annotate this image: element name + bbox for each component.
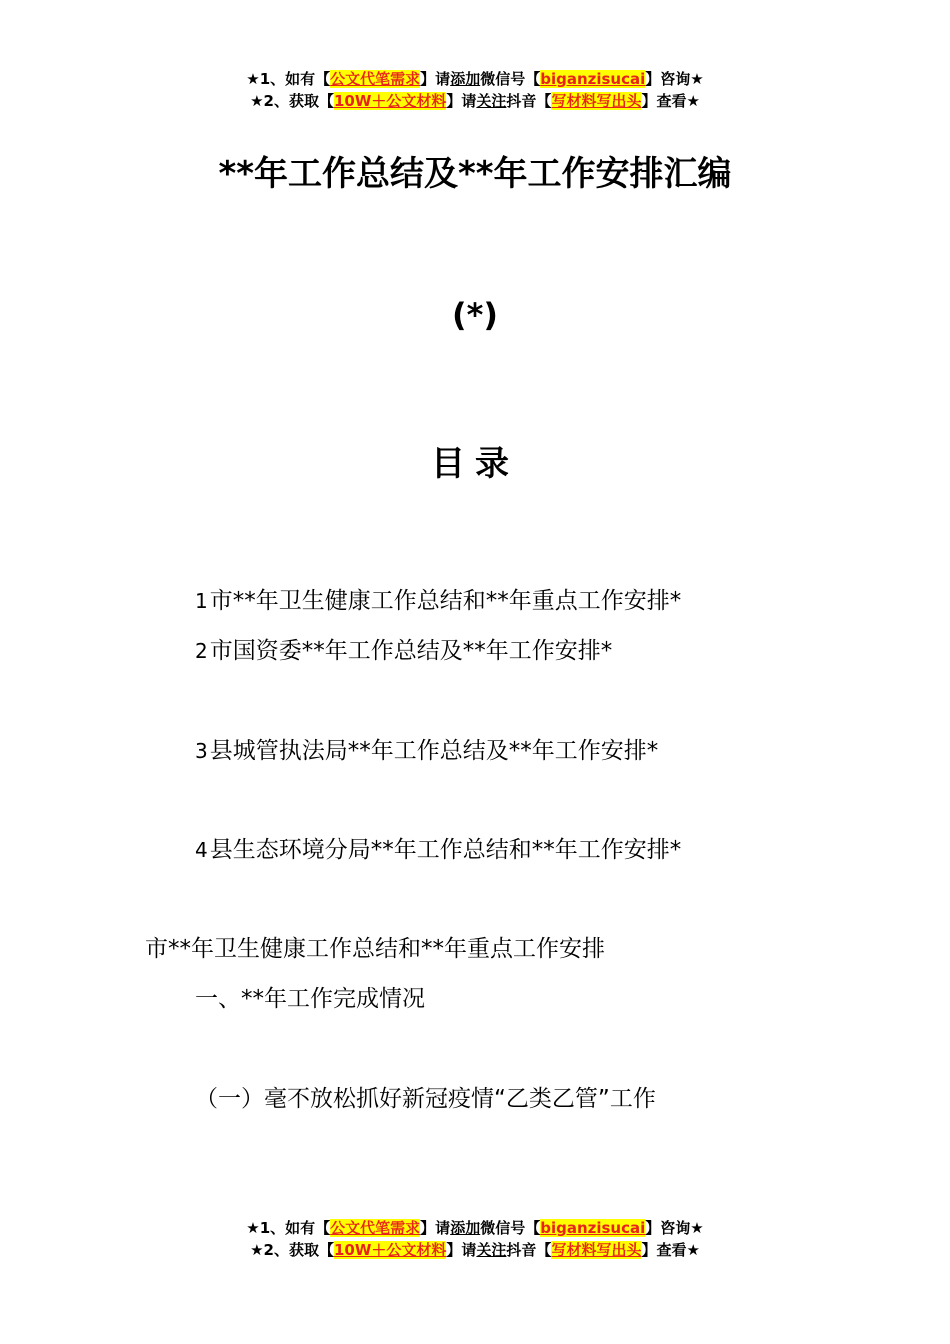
toc-item[interactable]	[195, 831, 681, 864]
banner-text: 】咨询★	[645, 1219, 704, 1237]
footer-banner	[0, 1217, 950, 1261]
banner-text: 】请	[420, 1219, 451, 1237]
underlined-text: 关注	[476, 92, 507, 110]
banner-text: ★1、如有【	[246, 70, 331, 88]
highlight-text: 公文代笔需求	[330, 70, 421, 88]
banner-text: 】请	[446, 92, 477, 110]
highlight-text: 10W＋公文材料	[333, 1241, 447, 1259]
banner-text: 微信号【	[480, 1219, 541, 1237]
banner-line-2	[0, 1239, 950, 1261]
banner-text: ★1、如有【	[246, 1219, 331, 1237]
toc-item-label: 县城管执法局**年工作总结及**年工作安排*	[209, 738, 659, 764]
subsection-heading: （一）毫不放松抓好新冠疫情“乙类乙管”工作	[195, 1086, 656, 1112]
banner-text: ★2、获取【	[250, 1241, 334, 1259]
highlight-text: 10W＋公文材料	[333, 92, 447, 110]
banner-line-2	[0, 90, 950, 112]
banner-text: 】咨询★	[645, 70, 704, 88]
underlined-text: 添加	[450, 70, 481, 88]
banner-line-1	[0, 68, 950, 90]
banner-line-1	[0, 1217, 950, 1239]
toc-item-number: 2	[195, 639, 208, 663]
toc-item[interactable]	[195, 732, 658, 765]
wechat-id: biganzisucai	[540, 70, 646, 88]
douyin-id: 写材料写出头	[551, 92, 642, 110]
banner-text: 抖音【	[506, 1241, 552, 1259]
toc-item-label: 市**年卫生健康工作总结和**年重点工作安排*	[209, 588, 682, 614]
toc-item-number: 1	[195, 589, 208, 613]
document-title: **年工作总结及**年工作安排汇编	[218, 154, 732, 194]
underlined-text: 添加	[450, 1219, 481, 1237]
banner-text: 抖音【	[506, 92, 552, 110]
part-heading: 一、**年工作完成情况	[195, 986, 425, 1012]
banner-text: 】查看★	[641, 1241, 700, 1259]
banner-text: 】请	[446, 1241, 477, 1259]
toc-item-number: 4	[195, 838, 208, 862]
document-subtitle: (*)	[452, 296, 498, 334]
banner-text: 】查看★	[641, 92, 700, 110]
wechat-id: biganzisucai	[540, 1219, 646, 1237]
banner-text: 微信号【	[480, 70, 541, 88]
banner-text: ★2、获取【	[250, 92, 334, 110]
toc-item-label: 县生态环境分局**年工作总结和**年工作安排*	[209, 837, 682, 863]
highlight-text: 公文代笔需求	[330, 1219, 421, 1237]
toc-title: 目录	[431, 444, 519, 484]
toc-item-label: 市国资委**年工作总结及**年工作安排*	[209, 638, 613, 664]
toc-item[interactable]	[195, 582, 681, 615]
section-heading: 市**年卫生健康工作总结和**年重点工作安排	[145, 936, 605, 962]
underlined-text: 关注	[476, 1241, 507, 1259]
banner-text: 】请	[420, 70, 451, 88]
toc-item-number: 3	[195, 739, 208, 763]
douyin-id: 写材料写出头	[551, 1241, 642, 1259]
header-banner	[0, 68, 950, 112]
toc-item[interactable]	[195, 632, 612, 665]
